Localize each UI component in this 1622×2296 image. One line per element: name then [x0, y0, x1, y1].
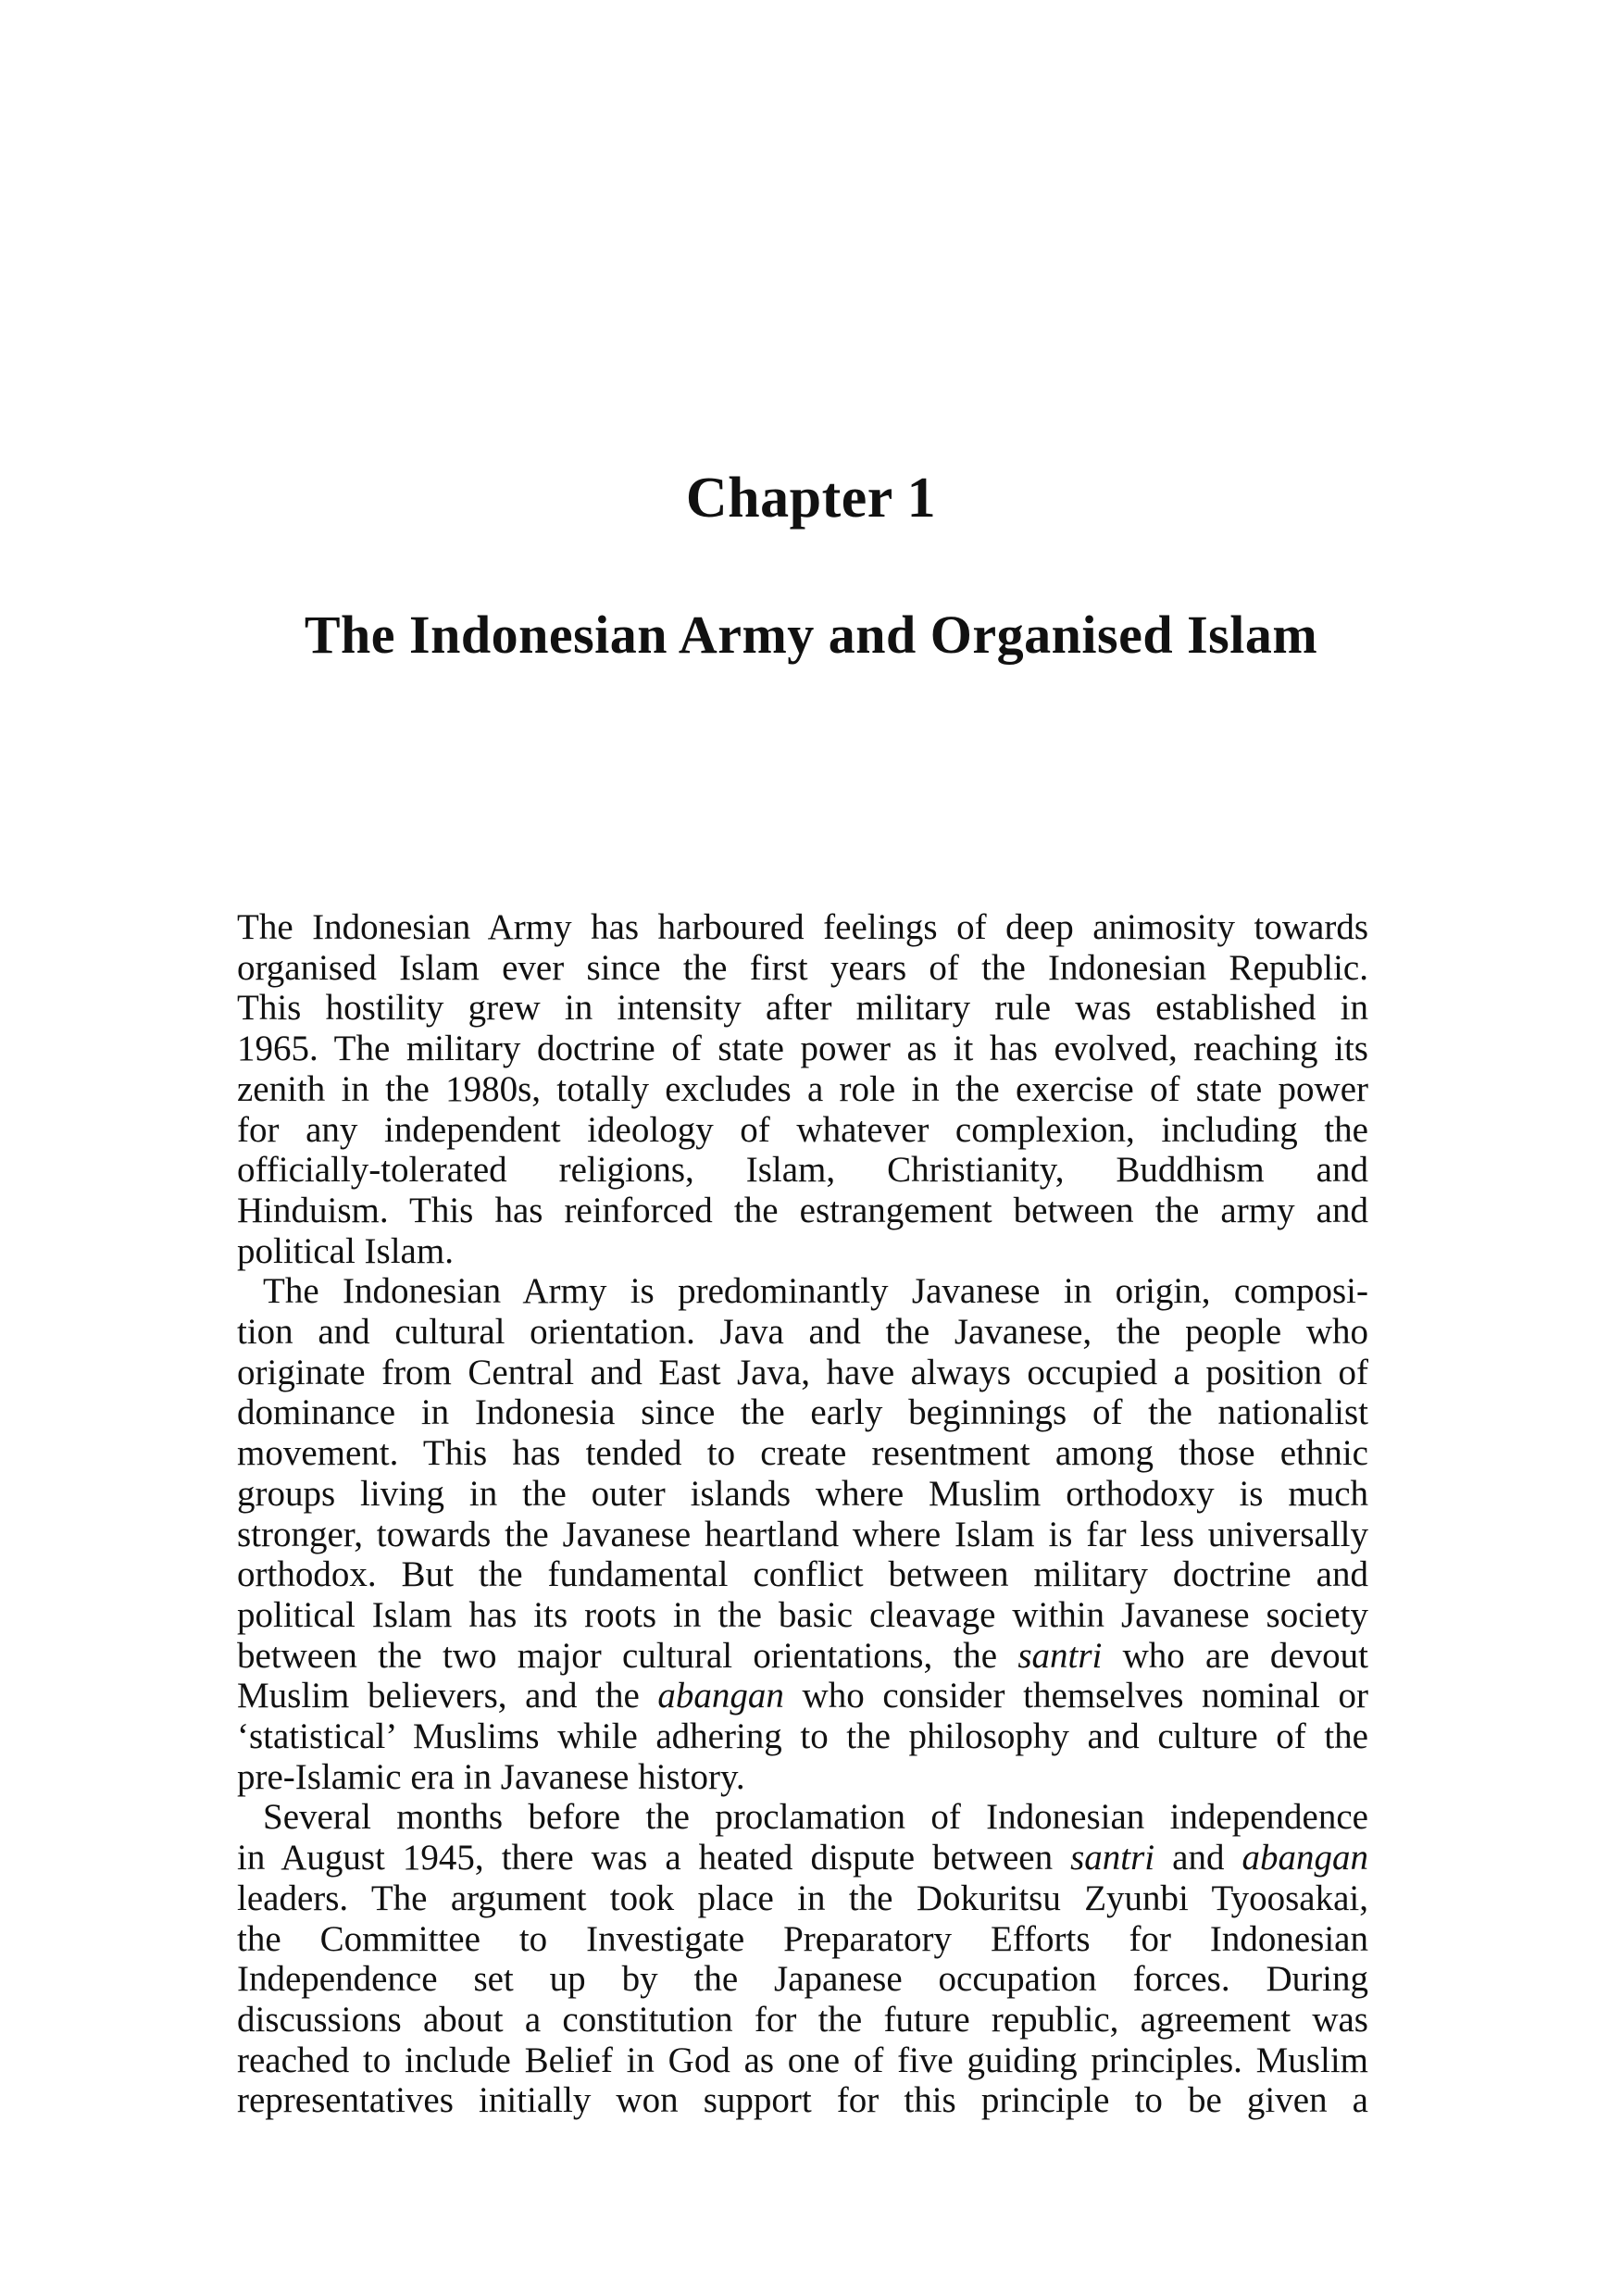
- text-line: 1965. The military doctrine of state power as it has evolved, reaching its: [237, 1029, 1368, 1069]
- text-line: orthodox. But the fundamental conflict between military doctrine and: [237, 1554, 1368, 1595]
- paragraph-1: [237, 907, 1368, 1271]
- italic-term: santri: [1070, 1838, 1155, 1878]
- text-line: originate from Central and East Java, have always occupied a position of: [237, 1352, 1368, 1392]
- text-line: This hostility grew in intensity after military rule was established in: [237, 988, 1368, 1029]
- paragraph-3: [237, 1797, 1368, 2121]
- text-line: stronger, towards the Javanese heartland where Islam is far less universally: [237, 1514, 1368, 1554]
- text-line: zenith in the 1980s, totally excludes a role in the exercise of state power: [237, 1068, 1368, 1109]
- text-line: reached to include Belief in God as one of five guiding principles. Muslim: [237, 2040, 1368, 2080]
- text-line: Independence set up by the Japanese occupation forces. During: [237, 1959, 1368, 2000]
- text-line: groups living in the outer islands where Muslim orthodoxy is much: [237, 1473, 1368, 1514]
- italic-term: abangan: [1241, 1838, 1369, 1878]
- paragraph-2: [237, 1271, 1368, 1797]
- text-line: tion and cultural orientation. Java and the Javanese, the people who: [237, 1312, 1368, 1353]
- text-line: Hinduism. This has reinforced the estrangement between the army and: [237, 1190, 1368, 1230]
- text-line: The Indonesian Army is predominantly Javanese in origin, composi-: [263, 1271, 1368, 1312]
- text-line: leaders. The argument took place in the Dokuritsu Zyunbi Tyoosakai,: [237, 1878, 1368, 1918]
- text-line: political Islam has its roots in the basic cleavage within Javanese society: [237, 1594, 1368, 1635]
- italic-term: santri: [1017, 1635, 1103, 1676]
- text-line: officially-tolerated religions, Islam, Christianity, Buddhism and: [237, 1150, 1368, 1191]
- body-text: [237, 907, 1368, 2121]
- chapter-title: The Indonesian Army and Organised Islam: [304, 605, 1318, 665]
- text-line: for any independent ideology of whatever complexion, including the: [237, 1109, 1368, 1150]
- text-line: Muslim believers, and the abangan who consider themselves nominal or: [237, 1676, 1368, 1716]
- text-line: pre-Islamic era in Javanese history.: [237, 1756, 745, 1797]
- text-line: Several months before the proclamation of Indonesian independence: [263, 1797, 1368, 1838]
- text-line: ‘statistical’ Muslims while adhering to the philosophy and culture of the: [237, 1716, 1368, 1757]
- text-line: in August 1945, there was a heated dispute between santri and abangan: [237, 1838, 1369, 1878]
- text-line: between the two major cultural orientations, the santri who are devout: [237, 1635, 1369, 1676]
- text-line: organised Islam ever since the first years of the Indonesian Republic.: [237, 947, 1368, 988]
- text-line: dominance in Indonesia since the early beginnings of the nationalist: [237, 1392, 1368, 1433]
- text-line: The Indonesian Army has harboured feelings of deep animosity towards: [237, 907, 1368, 947]
- italic-term: abangan: [657, 1676, 784, 1716]
- text-line: political Islam.: [237, 1230, 454, 1271]
- chapter-number: Chapter 1: [685, 467, 937, 530]
- text-line: representatives initially won support for this principle to be given a: [237, 2080, 1368, 2121]
- text-line: discussions about a constitution for the future republic, agreement was: [237, 1999, 1368, 2040]
- text-line: the Committee to Investigate Preparatory Efforts for Indonesian: [237, 1918, 1368, 1959]
- text-line: movement. This has tended to create resentment among those ethnic: [237, 1433, 1368, 1474]
